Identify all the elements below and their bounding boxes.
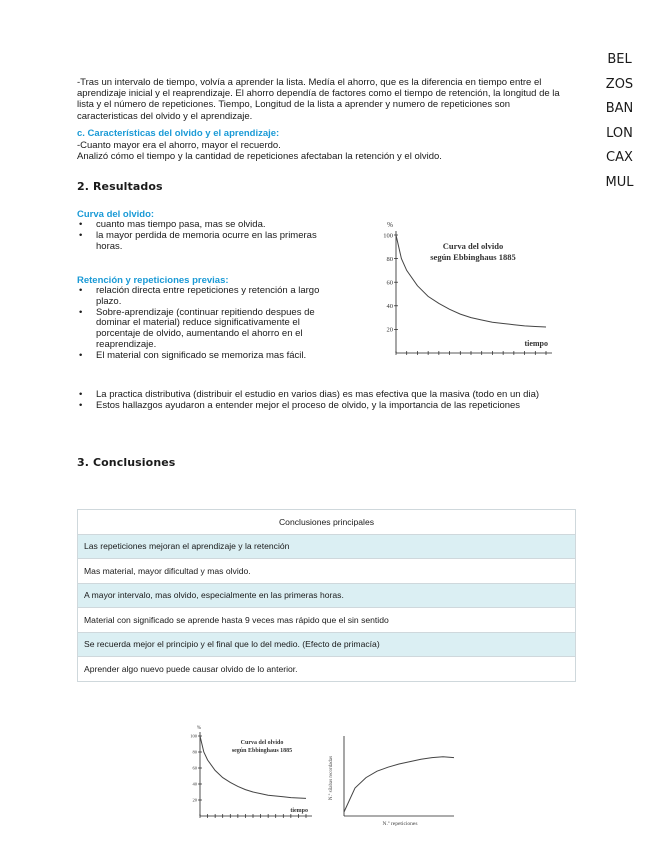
section-c-title: c. Características del olvido y el aprendizaje: [77, 128, 280, 139]
curve-bullets [77, 220, 335, 252]
table-cell: Mas material, mayor dificultad y mas olvido. [78, 559, 576, 584]
y-tick-label: 60 [192, 765, 197, 771]
forgetting-curve-chart-small [182, 722, 318, 822]
chart-title-line2: según Ebbinghaus 1885 [231, 748, 293, 754]
list-item: • cuanto mas tiempo pasa, mas se olvida. [77, 220, 335, 231]
list-item: • Estos hallazgos ayudaron a entender mejor el proceso de olvido, y la importancia de las repeticiones [77, 401, 572, 412]
list-item: • relación directa entre repeticiones y retención a largo plazo. [77, 286, 342, 308]
chart-title-line2: según Ebbinghaus 1885 [430, 252, 516, 262]
chart-ylabel: % [387, 221, 393, 229]
table-row [78, 534, 576, 559]
table-row [78, 583, 576, 608]
table-cell: Se recuerda mejor el principio y el final que lo del medio. (Efecto de primacía) [78, 632, 576, 657]
conclusions-heading: 3. Conclusiones [77, 456, 176, 469]
table-row [78, 559, 576, 584]
chart-xlabel: tiempo [524, 339, 548, 348]
y-tick-label: 100 [383, 232, 393, 240]
forgetting-curve-chart [360, 218, 560, 360]
side-code: CAX [606, 150, 633, 165]
y-tick-label: 80 [192, 749, 197, 755]
chart-title-line1: Curva del olvido [240, 740, 284, 746]
repetitions-curve-line [344, 757, 454, 812]
side-code: LON [606, 125, 633, 141]
chart-ylabel: N.º sílabas recordadas [329, 755, 334, 801]
y-tick-label: 40 [386, 303, 393, 311]
table-header-row [78, 510, 576, 535]
table-row [78, 608, 576, 633]
section-c-line1: -Cuanto mayor era el ahorro, mayor el recuerdo. [77, 139, 281, 151]
y-tick-label: 60 [386, 279, 393, 287]
y-tick-label: 20 [386, 326, 393, 334]
side-code: MUL [605, 174, 634, 190]
chart-xlabel: tiempo [290, 808, 308, 814]
list-item: • Sobre-aprendizaje (continuar repitiendo despues de dominar el material) reduce significativamente el porcentaje de olvido, aumentando el ahorro en el reaprendizaje. [77, 308, 342, 351]
table-cell: A mayor intervalo, mas olvido, especialmente en las primeras horas. [78, 583, 576, 608]
retention-bullets [77, 286, 342, 362]
list-item: • El material con significado se memoriza mas fácil. [77, 351, 342, 362]
table-cell: Material con significado se aprende hasta 9 veces mas rápido que el sin sentido [78, 608, 576, 633]
y-tick-label: 20 [192, 797, 197, 803]
y-tick-label: 100 [190, 733, 197, 739]
table-cell: Las repeticiones mejoran el aprendizaje y la retención [78, 534, 576, 559]
y-tick-label: 40 [192, 781, 197, 787]
retention-title: Retención y repeticiones previas: [77, 275, 229, 286]
table-header: Conclusiones principales [78, 510, 576, 535]
section-c-line2: Analizó cómo el tiempo y la cantidad de repeticiones afectaban la retención y el olvido. [77, 151, 442, 162]
intro-paragraph: -Tras un intervalo de tiempo, volvía a aprender la lista. Medía el ahorro, que es la diferencia en tiempo entre el aprendizaje inicial y el reaprendizaje. El ahorro dependía de factores como el tiempo de retención, la longitud de la lista y el número de repeticiones. Tiempo, Longitud de la lista a aprender y numero de repeticiones son caracteristicas del olvido y el aprendizaje. [77, 77, 560, 122]
side-code: ZOS [605, 76, 634, 92]
table-row [78, 657, 576, 682]
repetitions-chart [322, 730, 462, 828]
table-row [78, 632, 576, 657]
list-item: • La practica distributiva (distribuir el estudio en varios dias) es mas efectiva que la masiva (todo en un dia) [77, 390, 572, 401]
side-codes-column [597, 48, 642, 195]
side-code: BAN [605, 101, 634, 116]
side-code: BEL [607, 52, 632, 67]
y-tick-label: 80 [386, 255, 393, 263]
conclusions-table [77, 509, 576, 682]
chart-xlabel: N.º repeticiones [382, 821, 418, 827]
results-heading: 2. Resultados [77, 180, 163, 193]
chart-title-line1: Curva del olvido [442, 241, 504, 251]
list-item: • la mayor perdida de memoria ocurre en las primeras horas. [77, 231, 335, 253]
wide-bullets [77, 390, 572, 412]
table-cell: Aprender algo nuevo puede causar olvido de lo anterior. [78, 657, 576, 682]
chart-ylabel: % [196, 726, 202, 731]
curve-title: Curva del olvido: [77, 209, 155, 220]
